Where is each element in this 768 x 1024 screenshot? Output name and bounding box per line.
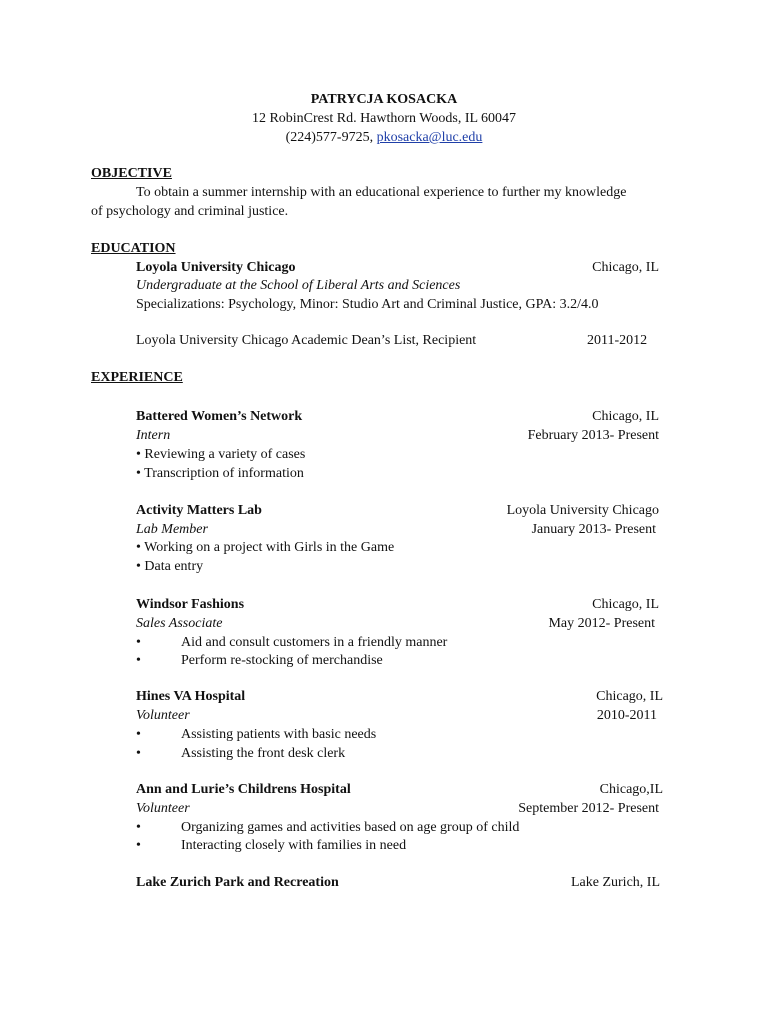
experience-dates: February 2013- Present xyxy=(527,428,659,443)
objective-line-1: To obtain a summer internship with an educational experience to further my knowledge xyxy=(136,185,627,200)
address-line: 12 RobinCrest Rd. Hawthorn Woods, IL 60047 xyxy=(251,111,517,126)
experience-location: Chicago, IL xyxy=(592,409,659,424)
experience-org: Windsor Fashions xyxy=(136,597,245,612)
bullet-text: Interacting closely with families in need xyxy=(181,838,407,853)
bullet-text: Reviewing a variety of cases xyxy=(144,447,306,462)
experience-role: Lab Member xyxy=(136,522,208,537)
experience-location: Chicago, IL xyxy=(596,689,663,704)
experience-org: Activity Matters Lab xyxy=(136,503,262,518)
bullet-glyph: • xyxy=(136,559,141,574)
bullet-text: Aid and consult customers in a friendly manner xyxy=(181,635,448,650)
bullet-text: Working on a project with Girls in the Game xyxy=(144,540,395,555)
education-location: Chicago, IL xyxy=(592,260,659,275)
bullet-glyph: • xyxy=(136,540,141,555)
experience-role: Intern xyxy=(136,428,171,443)
bullet-text: Data entry xyxy=(144,559,204,574)
experience-location: Chicago, IL xyxy=(592,597,659,612)
contact-line xyxy=(0,129,768,148)
bullet-glyph: • xyxy=(136,746,141,761)
experience-location: Loyola University Chicago xyxy=(506,503,659,518)
objective-line-2: of psychology and criminal justice. xyxy=(91,204,289,219)
objective-heading: OBJECTIVE xyxy=(91,166,172,181)
experience-dates: January 2013- Present xyxy=(531,522,656,537)
experience-role: Volunteer xyxy=(136,708,190,723)
experience-org: Ann and Lurie’s Childrens Hospital xyxy=(136,782,351,797)
phone-number: (224)577-9725, xyxy=(285,130,374,145)
bullet-glyph: • xyxy=(136,447,141,462)
bullet-text: Assisting patients with basic needs xyxy=(181,727,377,742)
experience-org: Lake Zurich Park and Recreation xyxy=(136,875,339,890)
education-honor-years: 2011-2012 xyxy=(587,333,648,348)
experience-org: Battered Women’s Network xyxy=(136,409,303,424)
resume-name: PATRYCJA KOSACKA xyxy=(310,92,458,107)
experience-org: Hines VA Hospital xyxy=(136,689,246,704)
education-school: Loyola University Chicago xyxy=(136,260,296,275)
bullet-item xyxy=(136,465,304,484)
bullet-text: Assisting the front desk clerk xyxy=(181,746,346,761)
experience-role: Volunteer xyxy=(136,801,190,816)
experience-dates: May 2012- Present xyxy=(548,616,655,631)
experience-heading: EXPERIENCE xyxy=(91,370,183,385)
education-honor: Loyola University Chicago Academic Dean’s List, Recipient xyxy=(136,333,477,348)
bullet-glyph: • xyxy=(136,635,141,650)
email-link[interactable]: pkosacka@luc.edu xyxy=(376,130,483,145)
experience-location: Chicago,IL xyxy=(599,782,663,797)
education-program: Undergraduate at the School of Liberal Arts and Sciences xyxy=(136,278,461,293)
bullet-glyph: • xyxy=(136,727,141,742)
experience-role: Sales Associate xyxy=(136,616,223,631)
bullet-item xyxy=(136,446,305,465)
bullet-glyph: • xyxy=(136,820,141,835)
education-specializations: Specializations: Psychology, Minor: Studio Art and Criminal Justice, GPA: 3.2/4.0 xyxy=(136,297,599,312)
bullet-glyph: • xyxy=(136,653,141,668)
bullet-text: Perform re-stocking of merchandise xyxy=(181,653,383,668)
bullet-glyph: • xyxy=(136,466,141,481)
experience-dates: 2010-2011 xyxy=(596,708,657,723)
bullet-item xyxy=(136,558,203,577)
bullet-glyph: • xyxy=(136,838,141,853)
bullet-text: Organizing games and activities based on age group of child xyxy=(181,820,520,835)
education-heading: EDUCATION xyxy=(91,241,176,256)
bullet-item xyxy=(136,539,394,558)
experience-location: Lake Zurich, IL xyxy=(570,875,660,890)
experience-dates: September 2012- Present xyxy=(518,801,659,816)
bullet-text: Transcription of information xyxy=(144,466,304,481)
